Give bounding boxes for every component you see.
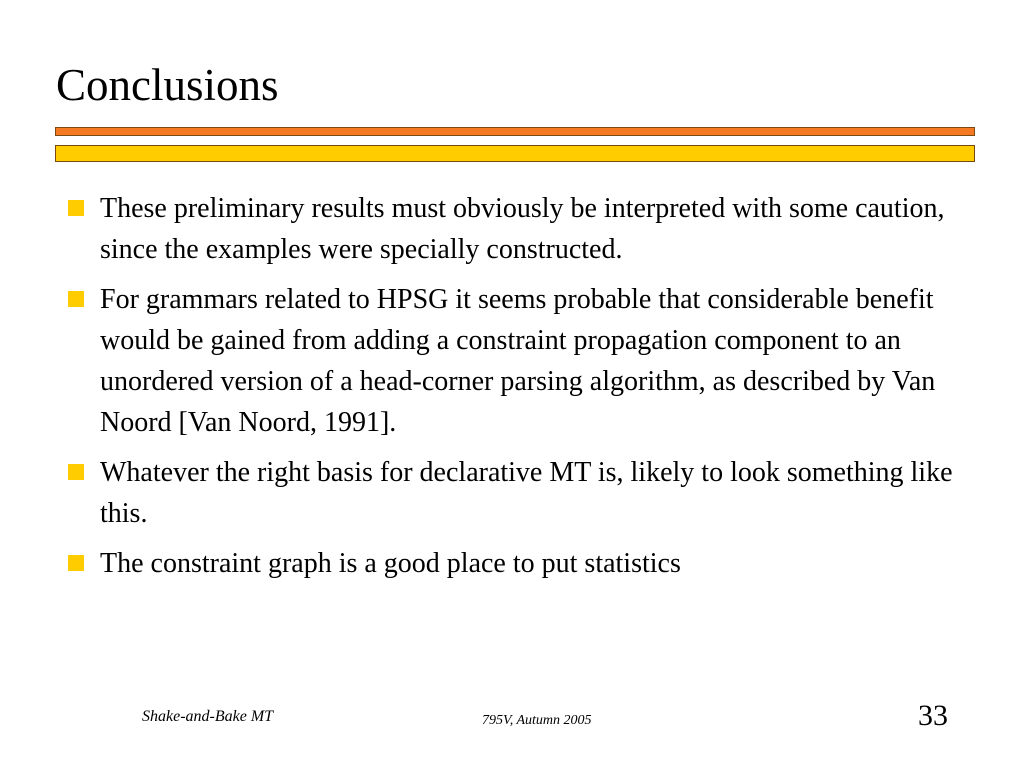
bullet-text: The constraint graph is a good place to put statistics [100, 548, 681, 579]
slide-title: Conclusions [56, 60, 279, 110]
square-bullet-icon [68, 291, 84, 307]
footer-course-title: Shake-and-Bake MT [142, 708, 274, 725]
bullet-list [0, 188, 1024, 593]
bullet-item [0, 188, 1024, 270]
title-rule-orange [55, 127, 975, 136]
square-bullet-icon [68, 464, 84, 480]
bullet-text: These preliminary results must obviously be interpreted with some caution, since the examples were specially constructed. [100, 193, 945, 265]
bullet-item [0, 279, 1024, 443]
page-number: 33 [918, 699, 948, 732]
square-bullet-icon [68, 200, 84, 216]
bullet-item [0, 452, 1024, 534]
bullet-item [0, 543, 1024, 584]
bullet-text: Whatever the right basis for declarative MT is, likely to look something like this. [100, 457, 953, 529]
square-bullet-icon [68, 555, 84, 571]
bullet-text: For grammars related to HPSG it seems probable that considerable benefit would be gained from adding a constraint propagation component to an unordered version of a head-corner parsing algorithm, as described by Van Noord [Van Noord, 1991]. [100, 284, 936, 438]
title-rule-yellow [55, 145, 975, 162]
footer-term: 795V, Autumn 2005 [482, 713, 592, 728]
